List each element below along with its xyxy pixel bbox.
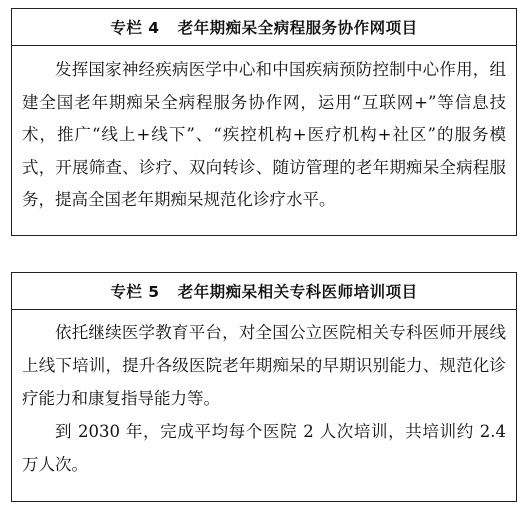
column-box-5 xyxy=(11,272,517,502)
column-4-label: 专栏 4 xyxy=(110,19,160,37)
column-5-paragraph-1: 依托继续医学教育平台，对全国公立医院相关专科医师开展线上线下培训，提升各级医院老年期痴呆的早期识别能力、规范化诊疗能力和康复指导能力等。 xyxy=(22,323,506,408)
column-box-4 xyxy=(11,8,517,236)
column-4-header xyxy=(12,9,516,46)
column-4-paragraph: 发挥国家神经疾病医学中心和中国疾病预防控制中心作用，组建全国老年期痴呆全病程服务协作网，运用“互联网+”等信息技术，推广“线上+线下”、“疾控机构+医疗机构+社区”的服务模式，开展筛查、诊疗、双向转诊、随访管理的老年期痴呆全病程服务，提高全国老年期痴呆规范化诊疗水平。 xyxy=(22,60,506,209)
column-5-header xyxy=(12,273,516,310)
column-5-title: 老年期痴呆相关专科医师培训项目 xyxy=(177,283,418,301)
column-4-body xyxy=(12,46,516,217)
column-4-title: 老年期痴呆全病程服务协作网项目 xyxy=(177,19,418,37)
column-5-body xyxy=(12,310,516,481)
column-5-label: 专栏 5 xyxy=(110,283,160,301)
column-5-paragraph-2: 到 2030 年，完成平均每个医院 2 人次培训，共培训约 2.4 万人次。 xyxy=(22,422,506,474)
